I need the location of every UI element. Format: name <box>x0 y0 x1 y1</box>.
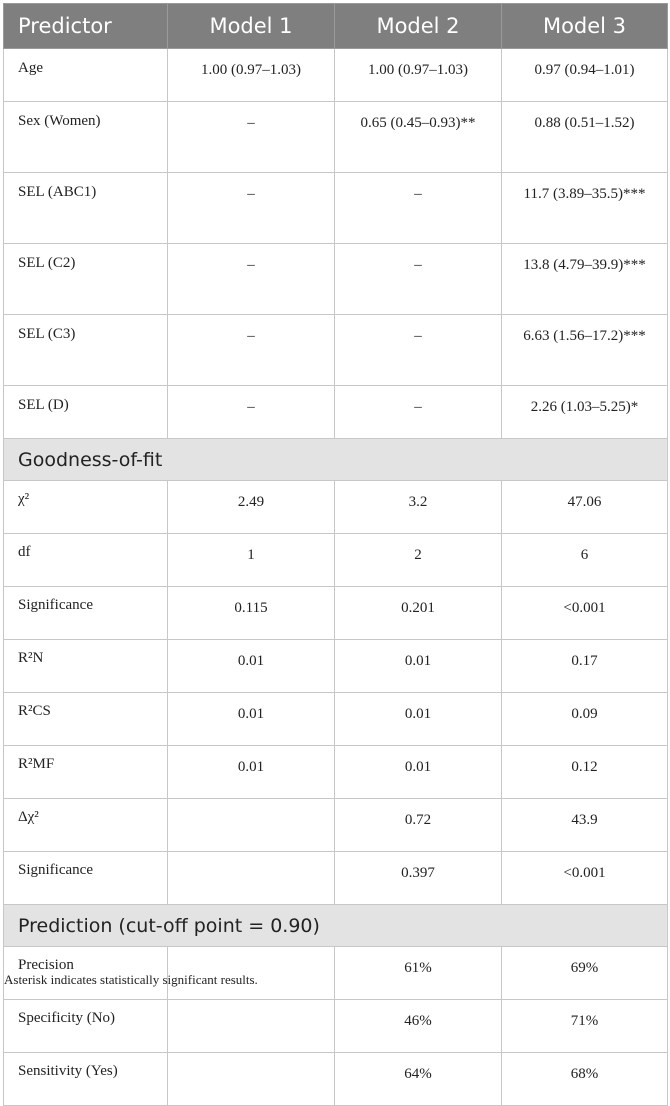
row-label: Δχ² <box>4 799 168 852</box>
model-3-value: 0.09 <box>502 693 668 746</box>
model-3-value: 68% <box>502 1053 668 1106</box>
model-2-value: 1.00 (0.97–1.03) <box>335 49 502 102</box>
model-3-value: <0.001 <box>502 852 668 905</box>
model-1-value <box>168 799 335 852</box>
section-goodness-of-fit <box>4 439 668 481</box>
row-label: Specificity (No) <box>4 1000 168 1053</box>
row-label: Significance <box>4 587 168 640</box>
row-label: R²MF <box>4 746 168 799</box>
row-label: df <box>4 534 168 587</box>
model-3-value: 0.88 (0.51–1.52) <box>502 102 668 173</box>
section-title: Goodness-of-fit <box>4 439 668 481</box>
model-2-value: 0.397 <box>335 852 502 905</box>
model-1-value: – <box>168 102 335 173</box>
table-row-significance <box>4 587 668 640</box>
row-label: Precision <box>4 947 168 1000</box>
model-2-value: 0.201 <box>335 587 502 640</box>
table-row-age <box>4 49 668 102</box>
model-2-value: 0.72 <box>335 799 502 852</box>
model-2-value: – <box>335 315 502 386</box>
model-3-value: 6.63 (1.56–17.2)*** <box>502 315 668 386</box>
row-label: Significance <box>4 852 168 905</box>
row-label: Sensitivity (Yes) <box>4 1053 168 1106</box>
header-predictor: Predictor <box>4 4 168 49</box>
model-3-value: 0.17 <box>502 640 668 693</box>
model-1-value: – <box>168 315 335 386</box>
row-label: SEL (C2) <box>4 244 168 315</box>
table-footnote: Asterisk indicates statistically significant results. <box>4 972 258 987</box>
model-3-value: 11.7 (3.89–35.5)*** <box>502 173 668 244</box>
header-model-1: Model 1 <box>168 4 335 49</box>
model-1-value <box>168 852 335 905</box>
model-3-value: 47.06 <box>502 481 668 534</box>
model-2-value: 3.2 <box>335 481 502 534</box>
table-row-delta-significance <box>4 852 668 905</box>
model-2-value: – <box>335 244 502 315</box>
table-row-sensitivity <box>4 1053 668 1106</box>
model-1-value: 0.01 <box>168 693 335 746</box>
row-label: SEL (C3) <box>4 315 168 386</box>
model-2-value: 0.01 <box>335 640 502 693</box>
row-label: Age <box>4 49 168 102</box>
table-row-chi-square <box>4 481 668 534</box>
row-label: SEL (D) <box>4 386 168 439</box>
model-1-value <box>168 1053 335 1106</box>
model-3-value: 43.9 <box>502 799 668 852</box>
table-row-df <box>4 534 668 587</box>
row-label: SEL (ABC1) <box>4 173 168 244</box>
model-1-value: 0.01 <box>168 746 335 799</box>
model-2-value: 61% <box>335 947 502 1000</box>
table-row-r2mf <box>4 746 668 799</box>
table-row-sel-c2 <box>4 244 668 315</box>
section-prediction <box>4 905 668 947</box>
model-3-value: 2.26 (1.03–5.25)* <box>502 386 668 439</box>
row-label: χ² <box>4 481 168 534</box>
table-row-sex <box>4 102 668 173</box>
model-1-value: 2.49 <box>168 481 335 534</box>
model-2-value: 2 <box>335 534 502 587</box>
table-row-r2n <box>4 640 668 693</box>
model-1-value: 0.01 <box>168 640 335 693</box>
regression-table <box>3 3 668 1106</box>
model-2-value: 0.65 (0.45–0.93)** <box>335 102 502 173</box>
model-1-value: – <box>168 386 335 439</box>
model-2-value: 64% <box>335 1053 502 1106</box>
table-row-sel-d <box>4 386 668 439</box>
model-3-value: 69% <box>502 947 668 1000</box>
model-3-value: 71% <box>502 1000 668 1053</box>
model-2-value: 0.01 <box>335 746 502 799</box>
model-2-value: – <box>335 386 502 439</box>
model-1-value: 0.115 <box>168 587 335 640</box>
model-1-value: – <box>168 173 335 244</box>
model-3-value: 13.8 (4.79–39.9)*** <box>502 244 668 315</box>
row-label: R²N <box>4 640 168 693</box>
row-label: Sex (Women) <box>4 102 168 173</box>
model-3-value: 0.12 <box>502 746 668 799</box>
model-3-value: 6 <box>502 534 668 587</box>
model-3-value: <0.001 <box>502 587 668 640</box>
table-row-delta-chi-square <box>4 799 668 852</box>
table-row-sel-abc1 <box>4 173 668 244</box>
table-row-r2cs <box>4 693 668 746</box>
model-1-value: 1.00 (0.97–1.03) <box>168 49 335 102</box>
header-row <box>4 4 668 49</box>
model-1-value <box>168 1000 335 1053</box>
model-3-value: 0.97 (0.94–1.01) <box>502 49 668 102</box>
model-2-value: – <box>335 173 502 244</box>
header-model-2: Model 2 <box>335 4 502 49</box>
section-title: Prediction (cut-off point = 0.90) <box>4 905 668 947</box>
model-1-value: – <box>168 244 335 315</box>
header-model-3: Model 3 <box>502 4 668 49</box>
model-1-value: 1 <box>168 534 335 587</box>
row-label: R²CS <box>4 693 168 746</box>
table-row-sel-c3 <box>4 315 668 386</box>
model-2-value: 46% <box>335 1000 502 1053</box>
model-2-value: 0.01 <box>335 693 502 746</box>
table-row-specificity <box>4 1000 668 1053</box>
